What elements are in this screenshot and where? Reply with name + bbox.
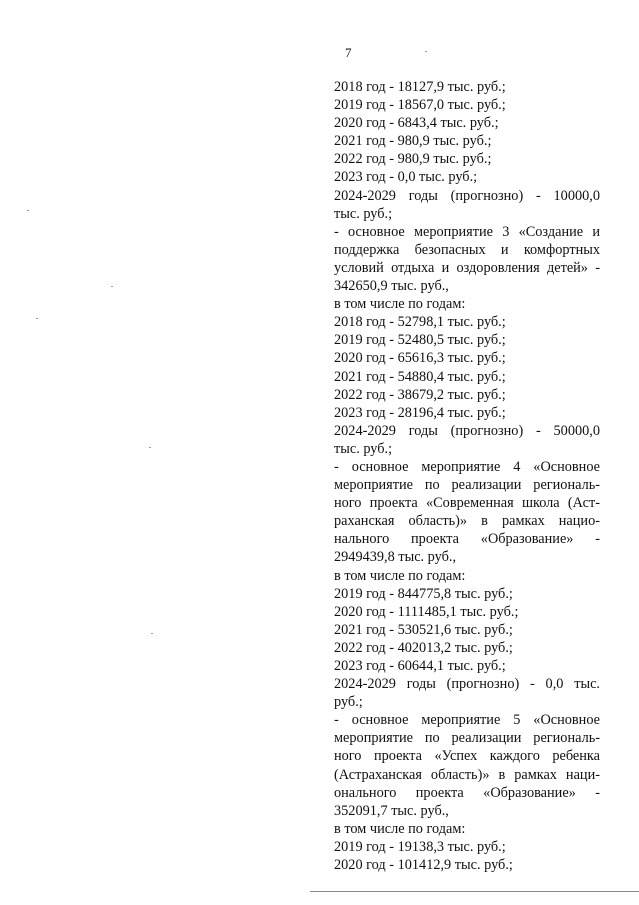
text-line: мероприятие по реализации региональ-	[334, 477, 600, 494]
text-line: 2023 год - 60644,1 тыс. руб.;	[334, 658, 506, 674]
text-line: 2024-2029 годы (прогнозно) - 50000,0	[334, 422, 600, 439]
text-line: 2018 год - 18127,9 тыс. руб.;	[334, 79, 506, 95]
text-line: 2024-2029 годы (прогнозно) - 10000,0	[334, 187, 600, 204]
text-line: раханская область)» в рамках нацио-	[334, 513, 600, 530]
text-line: онального проекта «Образование» -	[334, 784, 600, 801]
text-line: 2021 год - 530521,6 тыс. руб.;	[334, 621, 513, 638]
text-line: 2019 год - 844775,8 тыс. руб.;	[334, 585, 513, 602]
text-line: тыс. руб.;	[334, 205, 393, 222]
text-line: в том числе по годам:	[334, 296, 466, 313]
text-line: 342650,9 тыс. руб.,	[334, 278, 449, 295]
text-line: руб.;	[334, 694, 363, 711]
text-line: условий отдыха и оздоровления детей» -	[334, 259, 600, 276]
text-line: 2024-2029 годы (прогнозно) - 0,0 тыс.	[334, 676, 600, 693]
text-line: 2021 год - 54880,4 тыс. руб.;	[334, 368, 506, 385]
bottom-rule	[310, 891, 639, 892]
text-line: 2021 год - 980,9 тыс. руб.;	[334, 133, 492, 150]
text-line: мероприятие по реализации региональ-	[334, 730, 600, 747]
page-number: 7	[345, 45, 352, 60]
text-line: 2022 год - 980,9 тыс. руб.;	[334, 151, 492, 168]
text-line: - основное мероприятие 5 «Основное	[334, 712, 600, 729]
scan-speck	[425, 51, 427, 52]
text-line: ного проекта «Современная школа (Аст-	[334, 495, 600, 512]
text-line: - основное мероприятие 3 «Создание и	[334, 223, 600, 240]
text-line: 2019 год - 19138,3 тыс. руб.;	[334, 838, 506, 855]
text-line: поддержка безопасных и комфортных	[334, 241, 600, 258]
text-line: в том числе по годам:	[334, 820, 466, 837]
text-line: 2023 год - 0,0 тыс. руб.;	[334, 169, 478, 186]
text-line: 2020 год - 1111485,1 тыс. руб.;	[334, 603, 519, 620]
scan-speck	[111, 286, 113, 287]
text-line: 2023 год - 28196,4 тыс. руб.;	[334, 404, 506, 421]
scan-speck	[36, 318, 38, 319]
scan-speck	[27, 210, 29, 211]
text-line: - основное мероприятие 4 «Основное	[334, 458, 600, 475]
text-line: 2020 год - 65616,3 тыс. руб.;	[334, 350, 506, 367]
text-line: 352091,7 тыс. руб.,	[334, 802, 449, 819]
text-line: в том числе по годам:	[334, 567, 466, 584]
text-line: (Астраханская область)» в рамках наци-	[334, 766, 600, 783]
text-line: ного проекта «Успех каждого ребенка	[334, 748, 600, 765]
text-line: 2019 год - 18567,0 тыс. руб.;	[334, 97, 506, 114]
text-line: 2949439,8 тыс. руб.,	[334, 549, 457, 566]
text-line: 2022 год - 402013,2 тыс. руб.;	[334, 639, 513, 656]
document-text-column	[334, 78, 600, 874]
text-line: 2018 год - 52798,1 тыс. руб.;	[334, 314, 506, 331]
text-line: 2022 год - 38679,2 тыс. руб.;	[334, 386, 506, 403]
text-line: 2020 год - 6843,4 тыс. руб.;	[334, 115, 499, 132]
text-line: тыс. руб.;	[334, 440, 393, 457]
scan-speck	[151, 633, 153, 634]
text-line: нального проекта «Образование» -	[334, 531, 600, 548]
text-line: 2020 год - 101412,9 тыс. руб.;	[334, 857, 513, 874]
text-line: 2019 год - 52480,5 тыс. руб.;	[334, 332, 506, 349]
scan-speck	[149, 447, 151, 448]
